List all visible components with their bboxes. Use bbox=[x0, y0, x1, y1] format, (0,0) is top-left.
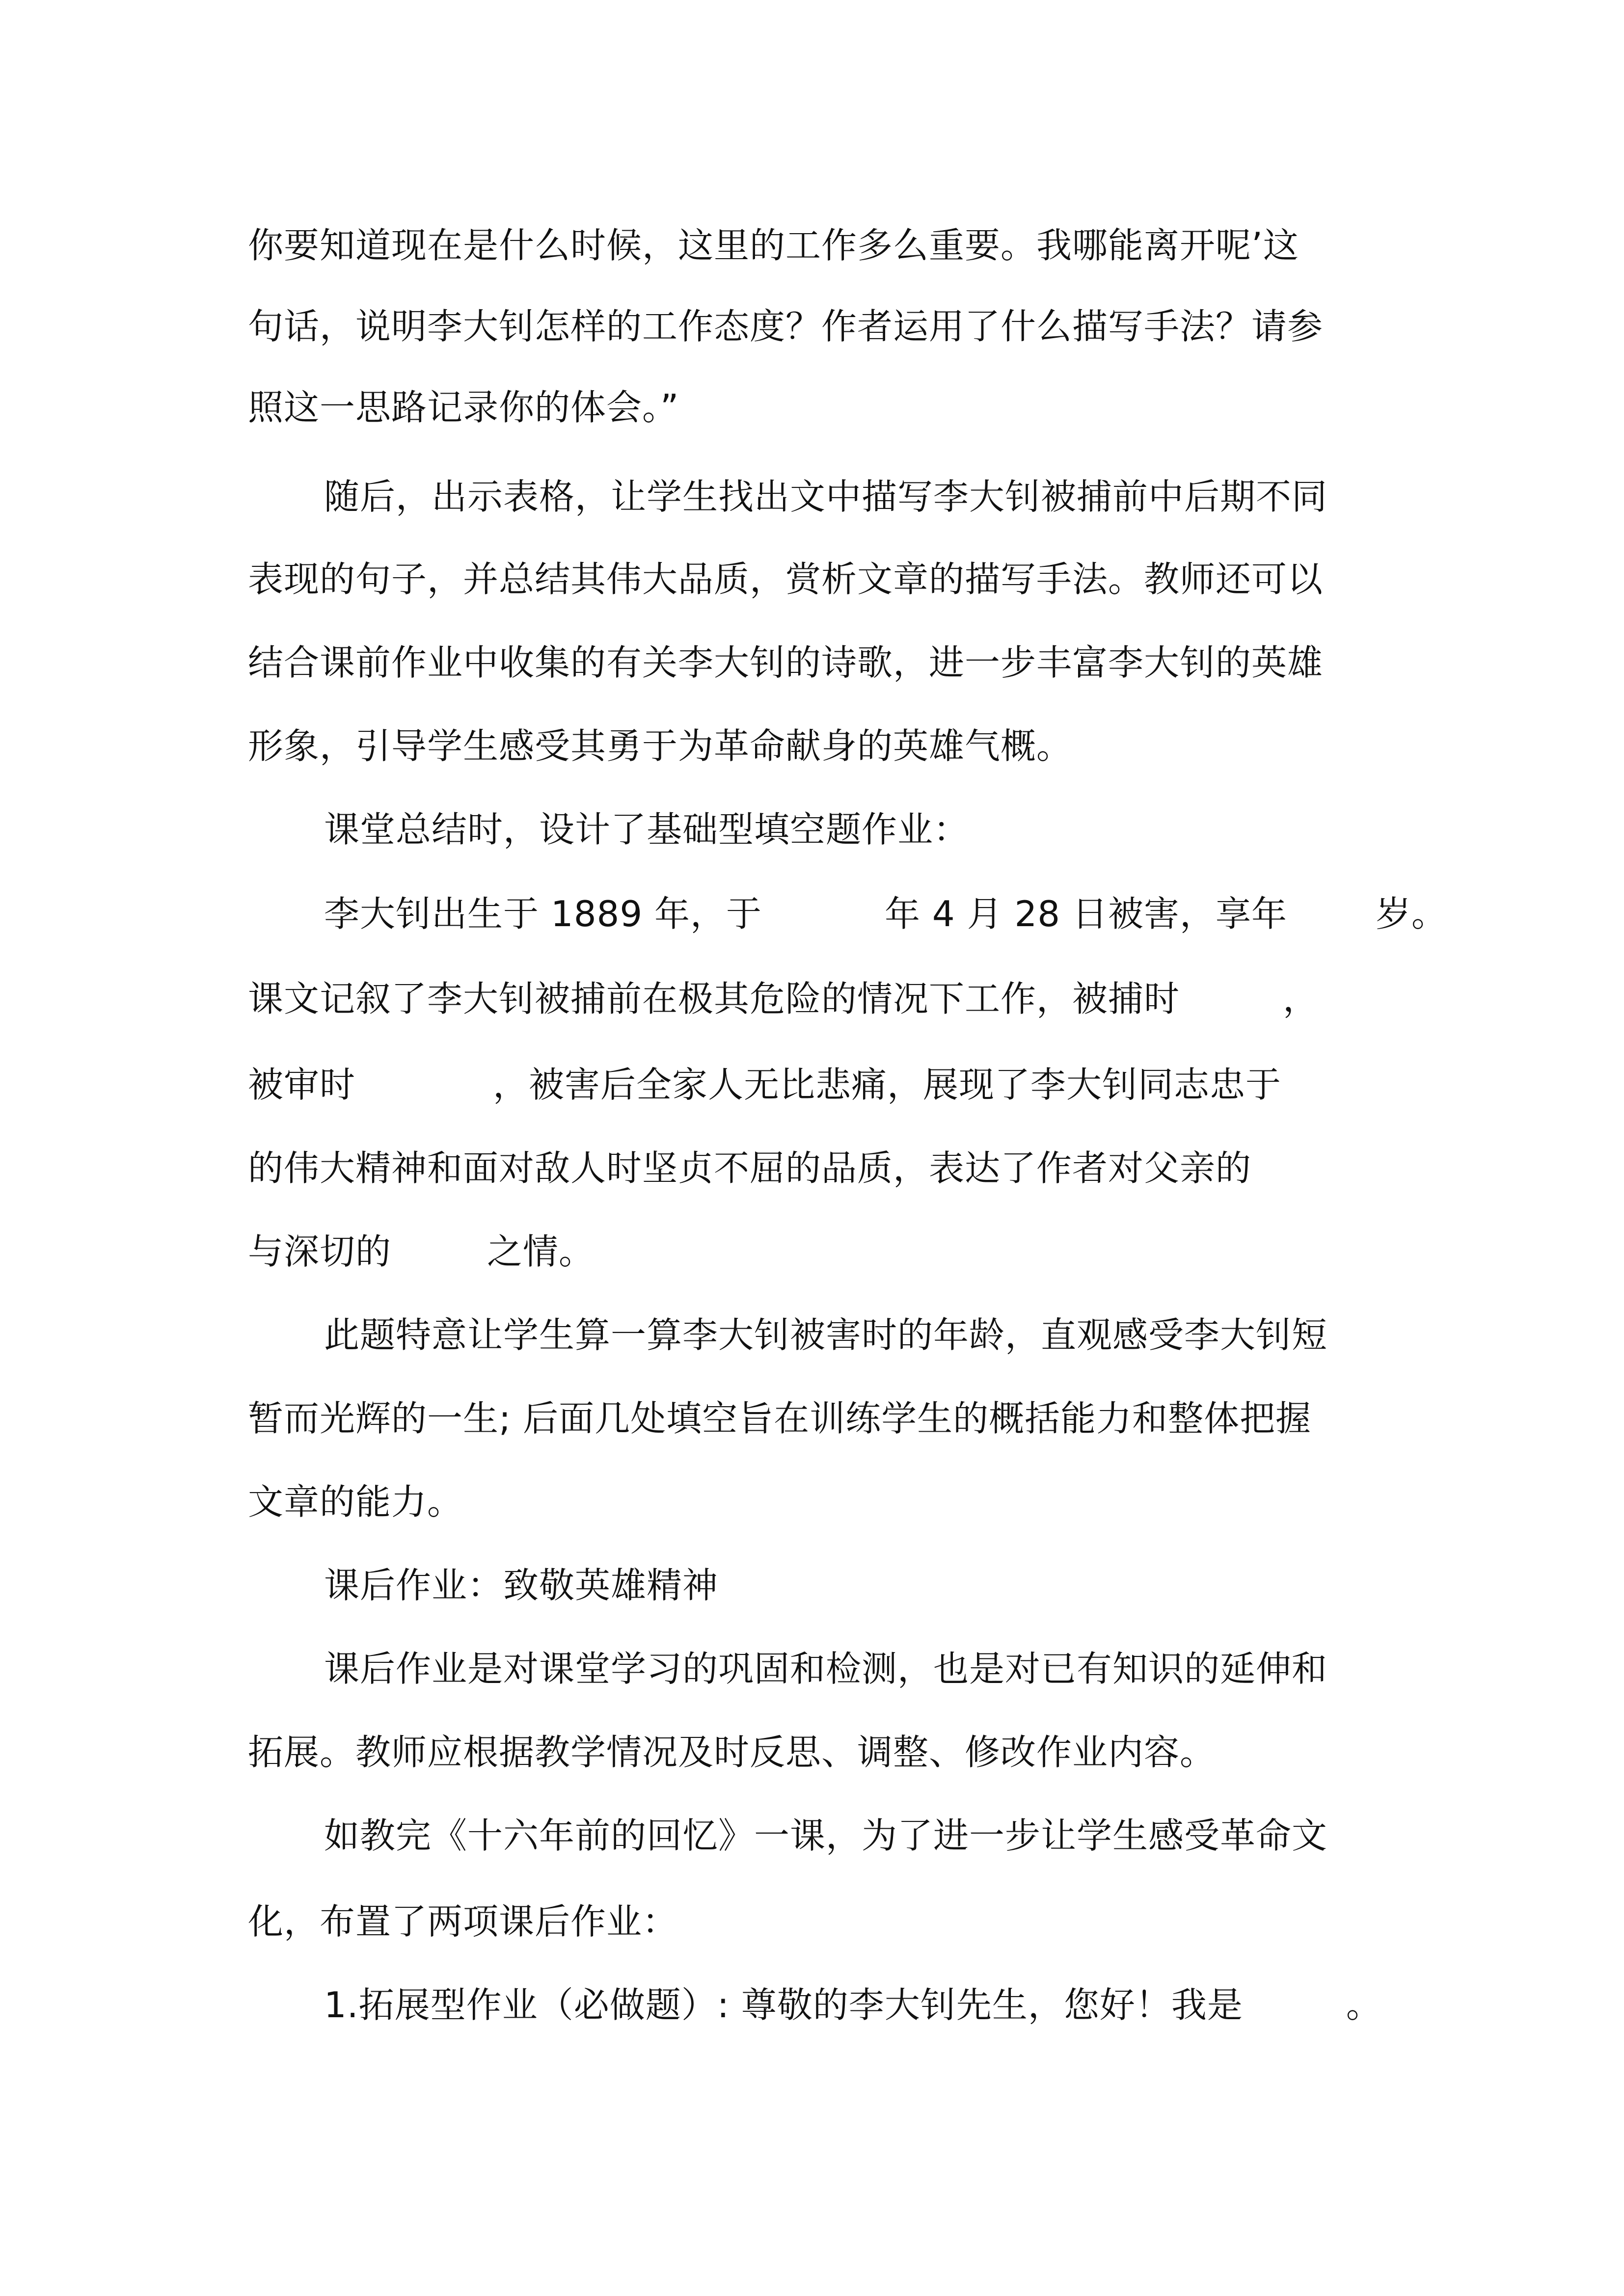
text-line: 拓展。教师应根据教学情况及时反思、调整、修改作业内容。 bbox=[248, 1732, 1216, 1773]
fill-blank-line bbox=[324, 889, 1448, 938]
text-segment: 年 4 月 28 日被害，享年 bbox=[885, 893, 1287, 934]
text-segment: 1.拓展型作业（必做题）: 尊敬的李大钊先生，您好！我是 bbox=[324, 1984, 1243, 2026]
text-segment: 被审时 bbox=[248, 1064, 356, 1105]
paragraph-first-line: 课后作业是对课堂学习的巩固和检测，也是对已有知识的延伸和 bbox=[324, 1648, 1328, 1689]
text-segment: 与深切的 bbox=[248, 1231, 392, 1272]
text-line: 结合课前作业中收集的有关李大钊的诗歌，进一步丰富李大钊的英雄 bbox=[248, 642, 1324, 683]
paragraph-first-line: 课堂总结时，设计了基础型填空题作业： bbox=[324, 809, 970, 850]
text-line: 表现的句子，并总结其伟大品质，赏析文章的描写手法。教师还可以 bbox=[248, 559, 1324, 600]
section-heading: 课后作业：致敬英雄精神 bbox=[324, 1565, 719, 1606]
paragraph-first-line: 此题特意让学生算一算李大钊被害时的年龄，直观感受李大钊短 bbox=[324, 1314, 1328, 1356]
text-line: 的伟大精神和面对敌人时坚贞不屈的品质，表达了作者对父亲的 bbox=[248, 1148, 1252, 1189]
paragraph-first-line: 随后，出示表格，让学生找出文中描写李大钊被捕前中后期不同 bbox=[324, 476, 1328, 517]
text-segment: 之情。 bbox=[487, 1231, 595, 1272]
text-line: 句话，说明李大钊怎样的工作态度？作者运用了什么描写手法？请参 bbox=[248, 306, 1324, 347]
text-segment: 岁。 bbox=[1376, 893, 1448, 934]
fill-blank-line bbox=[324, 1980, 1394, 2029]
text-line: 暂而光辉的一生; 后面几处填空旨在训练学生的概括能力和整体把握 bbox=[248, 1398, 1312, 1439]
fill-blank-line bbox=[248, 974, 1387, 1023]
text-line: 你要知道现在是什么时候，这里的工作多么重要。我哪能离开呢’这 bbox=[248, 225, 1299, 266]
text-line: 形象，引导学生感受其勇于为革命献身的英雄气概。 bbox=[248, 725, 1073, 767]
text-line: 化，布置了两项课后作业： bbox=[248, 1901, 678, 1942]
fill-blank-line bbox=[248, 1060, 1387, 1109]
paragraph-first-line: 如教完《十六年前的回忆》一课，为了进一步让学生感受革命文 bbox=[324, 1815, 1328, 1856]
text-segment: ，被害后全家人无比悲痛，展现了李大钊同志忠于 bbox=[493, 1064, 1282, 1105]
fill-blank-line bbox=[248, 1227, 1387, 1276]
text-line: 照这一思路记录你的体会。” bbox=[248, 387, 679, 428]
text-segment: 。 bbox=[1346, 1984, 1382, 2026]
text-segment: ， bbox=[1283, 978, 1319, 1019]
text-segment: 李大钊出生于 1889 年，于 bbox=[324, 893, 762, 934]
text-line: 文章的能力。 bbox=[248, 1481, 463, 1522]
text-segment: 课文记叙了李大钊被捕前在极其危险的情况下工作，被捕时 bbox=[248, 978, 1180, 1019]
